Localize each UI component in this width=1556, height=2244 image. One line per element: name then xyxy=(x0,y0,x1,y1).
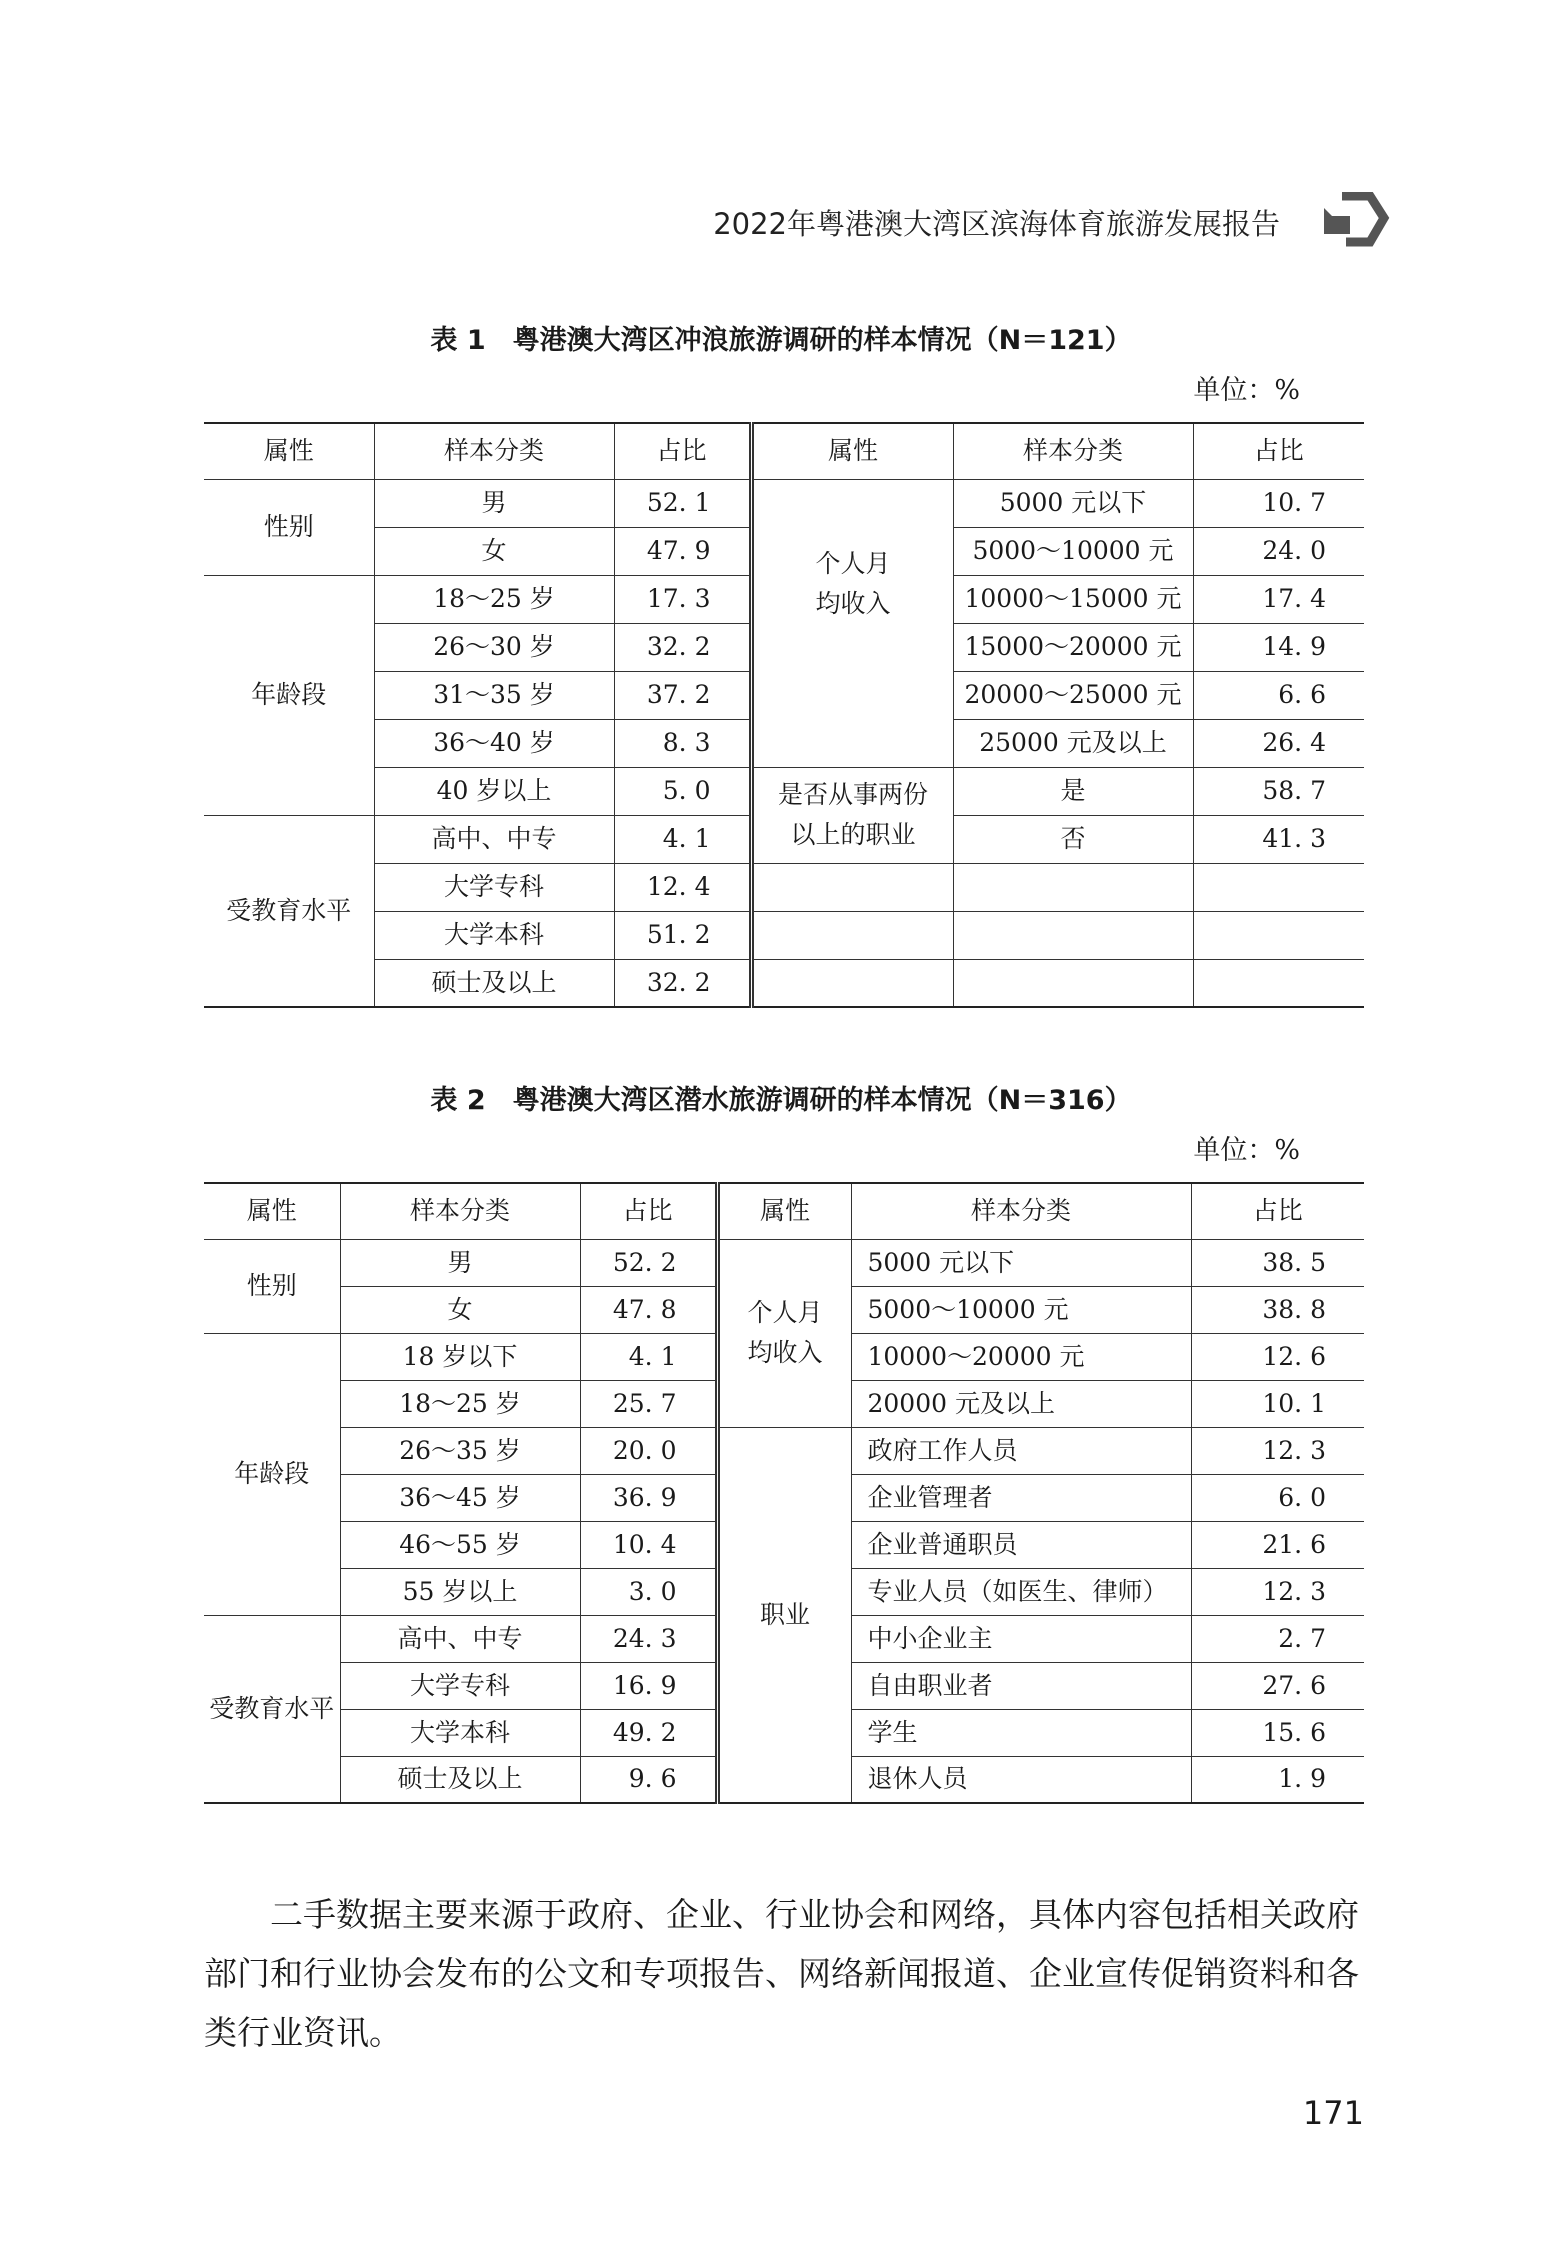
category-cell: 5000 元以下 xyxy=(851,1239,1191,1286)
value-cell: 12. 4 xyxy=(614,863,751,911)
body-paragraph xyxy=(204,1885,1364,2062)
header-cell: 占比 xyxy=(580,1183,717,1239)
category-cell: 5000～10000 元 xyxy=(851,1286,1191,1333)
category-cell: 18～25 岁 xyxy=(340,1380,580,1427)
value-cell: 20. 0 xyxy=(580,1427,717,1474)
value-cell: 4. 1 xyxy=(580,1333,717,1380)
value-cell: 6. 0 xyxy=(1191,1474,1364,1521)
group-age: 年龄段 xyxy=(204,1333,340,1615)
group-gender: 性别 xyxy=(204,1239,340,1333)
header-cell: 样本分类 xyxy=(340,1183,580,1239)
header-cell: 占比 xyxy=(1191,1183,1364,1239)
category-cell: 大学专科 xyxy=(340,1662,580,1709)
value-cell: 1. 9 xyxy=(1191,1756,1364,1803)
category-cell: 政府工作人员 xyxy=(851,1427,1191,1474)
header-cell: 属性 xyxy=(204,1183,340,1239)
value-cell: 32. 2 xyxy=(614,623,751,671)
value-cell: 52. 2 xyxy=(580,1239,717,1286)
value-cell: 41. 3 xyxy=(1193,815,1364,863)
running-header-title: 2022年粤港澳大湾区滨海体育旅游发展报告 xyxy=(713,207,1280,241)
category-cell: 学生 xyxy=(851,1709,1191,1756)
category-cell: 26～30 岁 xyxy=(374,623,614,671)
category-cell: 10000～15000 元 xyxy=(953,575,1193,623)
category-cell: 大学专科 xyxy=(374,863,614,911)
category-cell: 退休人员 xyxy=(851,1756,1191,1803)
value-cell: 4. 1 xyxy=(614,815,751,863)
group-income: 个人月 均收入 xyxy=(717,1239,851,1427)
category-cell: 25000 元及以上 xyxy=(953,719,1193,767)
category-cell: 20000～25000 元 xyxy=(953,671,1193,719)
running-header xyxy=(690,192,1390,252)
category-cell: 自由职业者 xyxy=(851,1662,1191,1709)
category-cell: 31～35 岁 xyxy=(374,671,614,719)
value-cell xyxy=(1193,863,1364,911)
table-row xyxy=(204,959,1364,1007)
category-cell xyxy=(953,911,1193,959)
value-cell: 51. 2 xyxy=(614,911,751,959)
table-row xyxy=(204,911,1364,959)
page-number: 171 xyxy=(1302,2094,1364,2132)
header-cell: 属性 xyxy=(204,423,374,479)
value-cell: 17. 4 xyxy=(1193,575,1364,623)
category-cell: 女 xyxy=(374,527,614,575)
category-cell: 专业人员（如医生、律师） xyxy=(851,1568,1191,1615)
value-cell: 49. 2 xyxy=(580,1709,717,1756)
category-cell: 硕士及以上 xyxy=(374,959,614,1007)
category-cell: 26～35 岁 xyxy=(340,1427,580,1474)
value-cell: 52. 1 xyxy=(614,479,751,527)
value-cell: 21. 6 xyxy=(1191,1521,1364,1568)
value-cell: 2. 7 xyxy=(1191,1615,1364,1662)
category-cell: 硕士及以上 xyxy=(340,1756,580,1803)
table-row xyxy=(204,479,1364,527)
value-cell: 15. 6 xyxy=(1191,1709,1364,1756)
table-header-row xyxy=(204,423,1364,479)
header-cell: 样本分类 xyxy=(953,423,1193,479)
category-cell: 55 岁以上 xyxy=(340,1568,580,1615)
value-cell: 32. 2 xyxy=(614,959,751,1007)
category-cell: 36～40 岁 xyxy=(374,719,614,767)
value-cell: 17. 3 xyxy=(614,575,751,623)
header-cell: 属性 xyxy=(751,423,953,479)
table-row xyxy=(204,767,1364,815)
group-education: 受教育水平 xyxy=(204,1615,340,1803)
table2-unit: 单位：% xyxy=(1193,1135,1300,1166)
header-cell: 样本分类 xyxy=(851,1183,1191,1239)
header-cell: 样本分类 xyxy=(374,423,614,479)
value-cell: 6. 6 xyxy=(1193,671,1364,719)
value-cell: 10. 7 xyxy=(1193,479,1364,527)
empty-cell xyxy=(751,911,953,959)
category-cell: 中小企业主 xyxy=(851,1615,1191,1662)
value-cell: 3. 0 xyxy=(580,1568,717,1615)
value-cell: 38. 8 xyxy=(1191,1286,1364,1333)
value-cell: 24. 3 xyxy=(580,1615,717,1662)
value-cell: 25. 7 xyxy=(580,1380,717,1427)
empty-cell xyxy=(751,863,953,911)
category-cell: 5000～10000 元 xyxy=(953,527,1193,575)
value-cell: 36. 9 xyxy=(580,1474,717,1521)
value-cell: 5. 0 xyxy=(614,767,751,815)
table2-caption: 表 2 粤港澳大湾区潜水旅游调研的样本情况（N＝316） xyxy=(430,1085,1132,1116)
category-cell: 高中、中专 xyxy=(340,1615,580,1662)
category-cell: 大学本科 xyxy=(340,1709,580,1756)
category-cell: 18 岁以下 xyxy=(340,1333,580,1380)
category-cell: 女 xyxy=(340,1286,580,1333)
category-cell xyxy=(953,959,1193,1007)
value-cell: 10. 4 xyxy=(580,1521,717,1568)
table-row xyxy=(204,1239,1364,1286)
table-row xyxy=(204,863,1364,911)
category-cell: 男 xyxy=(340,1239,580,1286)
category-cell: 40 岁以上 xyxy=(374,767,614,815)
value-cell: 38. 5 xyxy=(1191,1239,1364,1286)
value-cell: 16. 9 xyxy=(580,1662,717,1709)
table-row xyxy=(204,1427,1364,1474)
category-cell: 大学本科 xyxy=(374,911,614,959)
report-logo-icon xyxy=(1320,192,1390,248)
value-cell xyxy=(1193,959,1364,1007)
value-cell: 47. 8 xyxy=(580,1286,717,1333)
value-cell xyxy=(1193,911,1364,959)
value-cell: 37. 2 xyxy=(614,671,751,719)
value-cell: 27. 6 xyxy=(1191,1662,1364,1709)
group-occupation: 职业 xyxy=(717,1427,851,1803)
value-cell: 58. 7 xyxy=(1193,767,1364,815)
category-cell: 企业管理者 xyxy=(851,1474,1191,1521)
category-cell: 企业普通职员 xyxy=(851,1521,1191,1568)
group-gender: 性别 xyxy=(204,479,374,575)
category-cell: 5000 元以下 xyxy=(953,479,1193,527)
value-cell: 26. 4 xyxy=(1193,719,1364,767)
header-cell: 属性 xyxy=(717,1183,851,1239)
category-cell: 18～25 岁 xyxy=(374,575,614,623)
value-cell: 9. 6 xyxy=(580,1756,717,1803)
value-cell: 10. 1 xyxy=(1191,1380,1364,1427)
value-cell: 12. 3 xyxy=(1191,1568,1364,1615)
group-multi-job: 是否从事两份 以上的职业 xyxy=(751,767,953,863)
category-cell: 10000～20000 元 xyxy=(851,1333,1191,1380)
table2 xyxy=(204,1182,1364,1804)
table1 xyxy=(204,422,1364,1008)
category-cell: 46～55 岁 xyxy=(340,1521,580,1568)
header-cell: 占比 xyxy=(1193,423,1364,479)
category-cell: 是 xyxy=(953,767,1193,815)
empty-cell xyxy=(751,959,953,1007)
group-education: 受教育水平 xyxy=(204,815,374,1007)
value-cell: 12. 3 xyxy=(1191,1427,1364,1474)
category-cell: 男 xyxy=(374,479,614,527)
group-age: 年龄段 xyxy=(204,575,374,815)
group-income: 个人月 均收入 xyxy=(751,479,953,767)
category-cell xyxy=(953,863,1193,911)
table1-caption: 表 1 粤港澳大湾区冲浪旅游调研的样本情况（N＝121） xyxy=(430,325,1132,356)
value-cell: 12. 6 xyxy=(1191,1333,1364,1380)
value-cell: 24. 0 xyxy=(1193,527,1364,575)
category-cell: 36～45 岁 xyxy=(340,1474,580,1521)
header-cell: 占比 xyxy=(614,423,751,479)
value-cell: 14. 9 xyxy=(1193,623,1364,671)
value-cell: 47. 9 xyxy=(614,527,751,575)
table1-unit: 单位：% xyxy=(1193,375,1300,406)
category-cell: 高中、中专 xyxy=(374,815,614,863)
category-cell: 20000 元及以上 xyxy=(851,1380,1191,1427)
category-cell: 否 xyxy=(953,815,1193,863)
table-header-row xyxy=(204,1183,1364,1239)
paragraph-text: 二手数据主要来源于政府、企业、行业协会和网络，具体内容包括相关政府部门和行业协会发布的公文和专项报告、网络新闻报道、企业宣传促销资料和各类行业资讯。 xyxy=(204,1895,1359,2052)
category-cell: 15000～20000 元 xyxy=(953,623,1193,671)
value-cell: 8. 3 xyxy=(614,719,751,767)
